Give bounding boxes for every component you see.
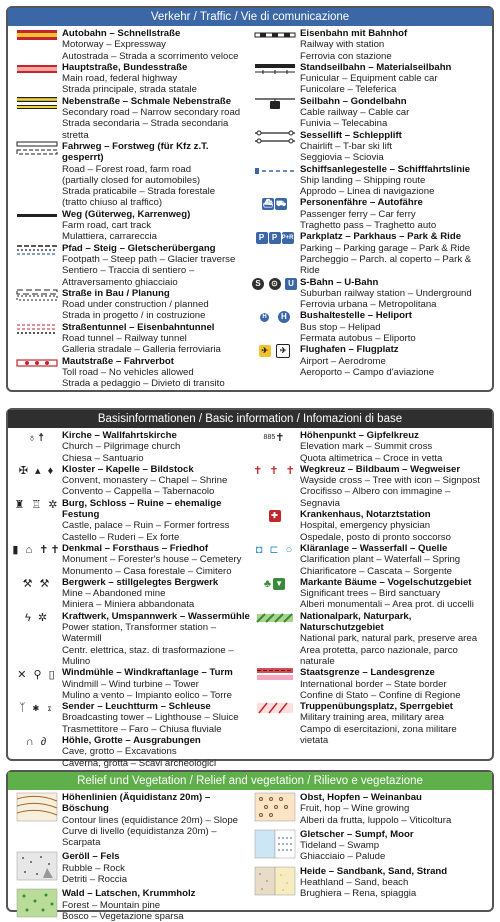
power-station-symbol xyxy=(12,611,62,625)
transmitter-icon: ᛉ ✱ ⧖ xyxy=(19,702,55,715)
traffic-left-column xyxy=(12,28,250,390)
legend-entry-national-park: Nationalpark, Naturpark, Naturschutzgebiet National park, natural park, preserve area Area protetta, parco nazionale, parco naturale xyxy=(250,611,488,667)
park-and-ride-icon: P+R xyxy=(282,232,294,244)
monastery-icon: ✠ ▴ ♦ xyxy=(18,465,56,478)
legend-entry-monastery: ✠ ▴ ♦ Kloster – Kapelle – Bildstock Convent, monastery – Chapel – Shrine Convento – Cappella – Tabernacolo xyxy=(12,464,250,498)
toll-road-symbol xyxy=(12,356,62,370)
church-icon: ♁☨ xyxy=(27,431,47,444)
funicular-symbol xyxy=(250,62,300,76)
legend-entry-forest-road: Fahrweg – Forstweg (für Kfz z.T. gesperrt) Road – Forest road, farm road (partially closed for automobiles) Strada praticabile – Strada forestale (tratto chiuso al traffico) xyxy=(12,141,250,209)
legend-entry-tunnel: Straßentunnel – Eisenbahntunnel Road tunnel – Railway tunnel Galleria stradale – Galleria ferroviaria xyxy=(12,322,250,356)
border-symbol xyxy=(250,667,300,681)
ship-line-symbol xyxy=(250,164,300,178)
parking-symbol xyxy=(250,231,300,245)
bird-icon: ▼ xyxy=(273,578,285,590)
legend-entry-power-station: ϟ ✲ Kraftwerk, Umspannwerk – Wassermühle Power station, Transformer station – Watermill Centr. elettrica, staz. di trasformazione – Mulino xyxy=(12,611,250,667)
legend-entry-bus-heliport: H H Bushaltestelle – Heliport Bus stop – Helipad Fermata autobus – Eliporto xyxy=(250,310,488,344)
windmill-symbol xyxy=(12,667,62,681)
legend-entry-toll-road: Mautstraße – Fahrverbot Toll road – No vehicles allowed Strada a pedaggio – Divieto di transito xyxy=(12,356,250,390)
tunnel-symbol xyxy=(12,322,62,336)
legend-entry-contour-lines: Höhenlinien (Äquidistanz 20m) – Böschung Contour lines (equidistance 20m) – Slope Curve di livello (equidistanza 20m) – Scarpata xyxy=(12,792,250,848)
legend-entry-cave: ∩ ∂ Höhle, Grotte – Ausgrabungen Cave, grotto – Excavations Caverna, grotta – Scavi archeologici xyxy=(12,735,250,769)
hospital-icon: ✚ xyxy=(269,510,281,522)
bus-heliport-symbol xyxy=(250,310,300,324)
legend-entry-motorway: Autobahn – Schnellstraße Motorway – Expressway Autostrada – Strada a scorrimento veloce xyxy=(12,28,250,62)
wayside-cross-symbol xyxy=(250,464,300,478)
basic-info-header: Basisinformationen / Basic information / Infomazioni di base xyxy=(8,410,492,428)
legend-entry-ship-line: Schiffsanlegestelle – Schifffahrtslinie Ship landing – Shipping route Approdo – Linea di navigazione xyxy=(250,164,488,198)
cable-car-symbol xyxy=(250,96,300,110)
castle-icon: ♜ ♖ ✲ xyxy=(14,499,60,512)
legend-entry-church: ♁☨ Kirche – Wallfahrtskirche Church – Pilgrimage church Chiesa – Santuario xyxy=(12,430,250,464)
summit-symbol xyxy=(250,430,300,444)
legend-entry-ferry: ⛴ ⛟ Personenfähre – Autofähre Passenger ferry – Car ferry Traghetto pass – Traghetto auto xyxy=(250,197,488,231)
legend-entry-military-area: Truppenübungsplatz, Sperrgebiet Military training area, military area Campo di esercitazioni, zona militare vietata xyxy=(250,701,488,746)
waterfall-icon: ◘ ⊏ ○ xyxy=(255,544,295,557)
legend-entry-airport: ✈ ✈ Flughafen – Flugplatz Airport – Aerodrome Aeroporto – Campo d'aviazione xyxy=(250,344,488,378)
basic-info-panel xyxy=(6,408,494,769)
car-ferry-icon: ⛟ xyxy=(275,199,287,209)
glacier-symbol xyxy=(250,829,300,859)
legend-entry-windmill: ✕ ⚲ ▯ Windmühle – Windkraftanlage – Turm Windmill – Wind turbine – Tower Mulino a vento – Impianto eolico – Torre xyxy=(12,667,250,701)
basic-left-column xyxy=(12,430,250,769)
ubahn-icon: U xyxy=(285,278,297,290)
legend-entry-cable-car: Seilbahn – Gondelbahn Cable railway – Cable car Funivia – Telecabina xyxy=(250,96,488,130)
mine-symbol xyxy=(12,577,62,591)
legend-entry-border: Staatsgrenze – Landesgrenze International border – State border Confine di Stato – Confine di Regione xyxy=(250,667,488,701)
road-construction-symbol xyxy=(12,288,62,302)
transmitter-symbol xyxy=(12,701,62,715)
legend-entry-road-construction: Straße in Bau / Planung Road under construction / planned Strada in progetto / in costruzione xyxy=(12,288,250,322)
traffic-right-column xyxy=(250,28,488,390)
motorway-symbol xyxy=(12,28,62,42)
sbahn-ubahn-symbol xyxy=(250,277,300,291)
legend-entry-fruit-vineyard: Obst, Hopfen – Weinanbau Fruit, hop – Wine growing Alberi da frutta, luppolo – Viticoltura xyxy=(250,792,488,826)
legend-entry-bird-sanctuary: ♣ ▼ Markante Bäume – Vogelschutzgebiet Significant trees – Bird sanctuary Alberi monumentali – Area prot. di uccelli xyxy=(250,577,488,611)
basic-right-column xyxy=(250,430,488,769)
airport-symbol xyxy=(250,344,300,358)
main-road-symbol xyxy=(12,62,62,76)
legend-entry-railway: Eisenbahn mit Bahnhof Railway with station Ferrovia con stazione xyxy=(250,28,488,62)
legend-entry-parking: P P P+R Parkplatz – Parkhaus – Park & Ride Parking – Parking garage – Park & Ride Parcheggio – Parch. al coperto – Park & Ride xyxy=(250,231,488,276)
traffic-panel xyxy=(6,6,494,392)
elevation-mark-label: 885 xyxy=(263,433,276,441)
secondary-road-symbol xyxy=(12,96,62,110)
airport-icon: ✈ xyxy=(259,345,271,357)
heliport-icon: H xyxy=(278,311,290,323)
summit-cross-icon: ✝ xyxy=(275,431,287,444)
forest-symbol xyxy=(12,888,62,918)
relief-header: Relief und Vegetation / Relief and vegetation / Rilievo e vegetazione xyxy=(8,772,492,790)
legend-entry-hospital: ✚ Krankenhaus, Notarztstation Hospital, emergency physician Ospedale, posto di pronto soccorso xyxy=(250,509,488,543)
relief-panel xyxy=(6,770,494,922)
bird-sanctuary-symbol xyxy=(250,577,300,591)
legend-entry-rubble: Geröll – Fels Rubble – Rock Detriti – Roccia xyxy=(12,851,250,885)
railway-symbol xyxy=(250,28,300,42)
cave-icon: ∩ ∂ xyxy=(25,736,49,749)
forest-road-symbol xyxy=(12,141,62,155)
sbahn-icon: S xyxy=(252,278,264,290)
legend-entry-heath-sand: Heide – Sandbank, Sand, Strand Heathland – Sand, beach Brughiera – Rena, spiaggia xyxy=(250,866,488,900)
footpath-symbol xyxy=(12,243,62,257)
hospital-symbol xyxy=(250,509,300,523)
relief-right-column xyxy=(250,792,488,922)
legend-entry-secondary-road: Nebenstraße – Schmale Nebenstraße Secondary road – Narrow secondary road Strada secondaria – Strada secondaria stretta xyxy=(12,96,250,141)
national-park-symbol xyxy=(250,611,300,625)
legend-entry-castle: ♜ ♖ ✲ Burg, Schloss – Ruine – ehemalige Festung Castle, palace – Ruin – Former fortress Castello – Ruderi – Ex forte xyxy=(12,498,250,543)
military-area-symbol xyxy=(250,701,300,715)
legend-entry-farm-road: Weg (Güterweg, Karrenweg) Farm road, cart track Mulattiera, carrareccia xyxy=(12,209,250,243)
legend-entry-sbahn-ubahn: S ⊙ U S-Bahn – U-Bahn Suburban railway station – Underground Ferrovia urbana – Metropolitana xyxy=(250,277,488,311)
parking-icon: P xyxy=(256,232,268,244)
mine-icon: ⚒ ⚒ xyxy=(22,578,52,591)
contour-lines-symbol xyxy=(12,792,62,822)
cave-symbol xyxy=(12,735,62,749)
chairlift-symbol xyxy=(250,130,300,144)
aerodrome-icon: ✈ xyxy=(276,344,290,358)
windmill-icon: ✕ ⚲ ▯ xyxy=(17,668,57,681)
farm-road-symbol xyxy=(12,209,62,223)
waterfall-symbol xyxy=(250,543,300,557)
traffic-header: Verkehr / Traffic / Vie di comunicazione xyxy=(8,8,492,26)
legend-entry-transmitter: ᛉ ✱ ⧖ Sender – Leuchtturm – Schleuse Broadcasting tower – Lighthouse – Sluice Trasmettitore – Faro – Chiusa fluviale xyxy=(12,701,250,735)
legend-entry-main-road: Hauptstraße, Bundesstraße Main road, federal highway Strada principale, strada statale xyxy=(12,62,250,96)
monument-symbol xyxy=(12,543,62,557)
castle-symbol xyxy=(12,498,62,512)
church-symbol xyxy=(12,430,62,444)
monument-icon: ▮ ⌂ ✝✝ xyxy=(12,544,62,557)
passenger-ferry-icon: ⛴ xyxy=(262,199,274,209)
rubble-symbol xyxy=(12,851,62,881)
legend-entry-summit: 885 ✝ Höhenpunkt – Gipfelkreuz Elevation mark – Summit cross Quota altimetrica – Croce in vetta xyxy=(250,430,488,464)
legend-entry-footpath: Pfad – Steig – Gletscherübergang Footpath – Steep path – Glacier traverse Sentiero – Traccia di sentiero – Attraversamento ghiacciaio xyxy=(12,243,250,288)
legend-entry-mine: ⚒ ⚒ Bergwerk – stillgelegtes Bergwerk Mine – Abandoned mine Miniera – Miniera abbandonata xyxy=(12,577,250,611)
legend-entry-chairlift: Sessellift – Schlepplift Chairlift – T-bar ski lift Seggiovia – Sciovia xyxy=(250,130,488,164)
bahn-icon: ⊙ xyxy=(269,278,281,290)
legend-entry-monument: ▮ ⌂ ✝✝ Denkmal – Forsthaus – Friedhof Monument – Forester's house – Cemetery Monumento – Casa forestale – Cimitero xyxy=(12,542,242,577)
legend-entry-funicular: Standseilbahn – Materialseilbahn Funicular – Equipment cable car Funicolare – Teleferica xyxy=(250,62,488,96)
legend-entry-waterfall: ◘ ⊏ ○ Kläranlage – Wasserfall – Quelle Clarification plant – Waterfall – Spring Chiarificatore – Cascata – Sorgente xyxy=(250,543,488,577)
monastery-symbol xyxy=(12,464,62,478)
legend-entry-wayside-cross: ✝ ✝ ✝ Wegkreuz – Bildbaum – Wegweiser Wayside cross – Tree with icon – Signpost Crocifisso – Albero con immagine – Segnavia xyxy=(250,464,488,509)
bus-stop-icon: H xyxy=(260,313,269,322)
legend-entry-forest: Wald – Latschen, Krummholz Forest – Mountain pine Bosco – Vegetazione sparsa xyxy=(12,888,250,922)
fruit-vineyard-symbol xyxy=(250,792,300,822)
relief-left-column xyxy=(12,792,250,922)
power-station-icon: ϟ ✲ xyxy=(24,612,50,625)
ferry-symbol xyxy=(250,197,300,211)
parking-garage-icon: P xyxy=(269,232,281,244)
legend-entry-glacier: Gletscher – Sumpf, Moor Tideland – Swamp Ghiacciaio – Palude xyxy=(250,829,488,863)
tree-icon: ♣ xyxy=(263,577,274,590)
heath-sand-symbol xyxy=(250,866,300,896)
wayside-cross-icon: ✝ ✝ ✝ xyxy=(253,465,297,478)
